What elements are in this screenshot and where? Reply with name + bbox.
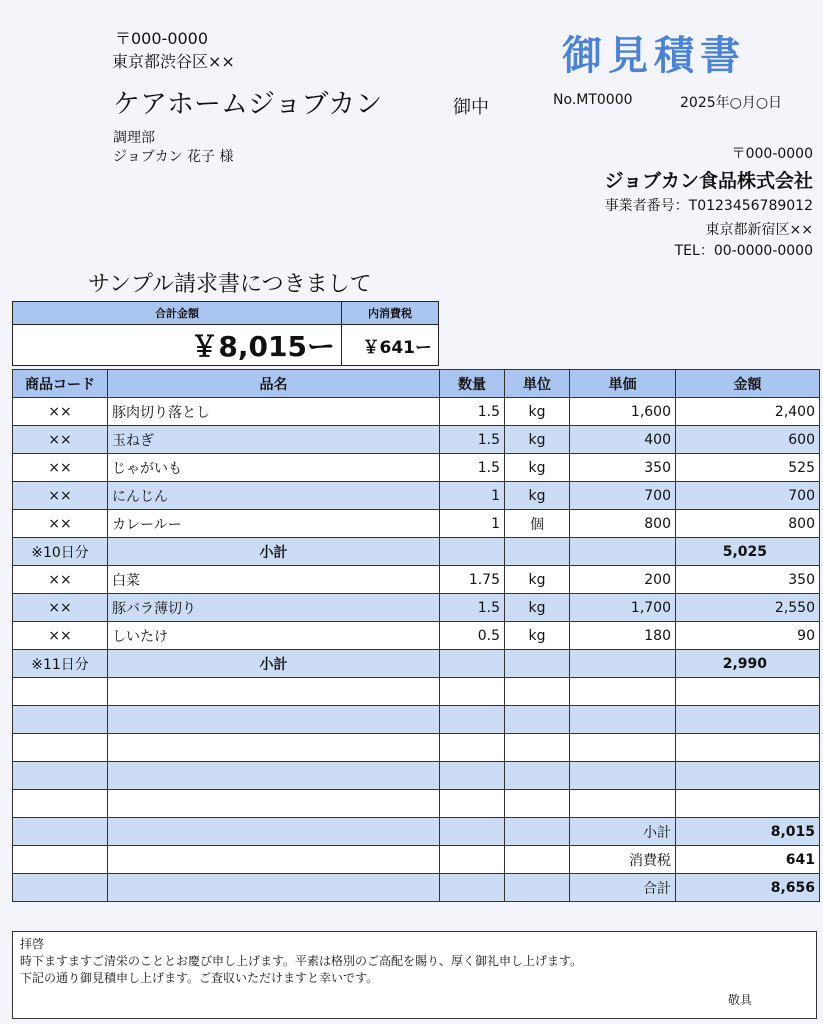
cell-name: 豚肉切り落とし (108, 398, 440, 426)
summary-tax-row (13, 846, 820, 874)
cell-code: ×× (13, 454, 108, 482)
document-date: 2025年○月○日 (680, 95, 783, 111)
table-row (13, 594, 820, 622)
summary-tax-label: 消費税 (570, 846, 676, 874)
table-header-row (13, 370, 820, 398)
header-unit-price: 単価 (570, 370, 676, 398)
cell-price: 350 (570, 454, 676, 482)
empty-row (13, 706, 820, 734)
empty-row (13, 734, 820, 762)
subtotal-amount: 2,990 (676, 650, 820, 678)
included-tax-label: 内消費税 (342, 302, 439, 325)
cell-name: じゃがいも (108, 454, 440, 482)
cell-qty: 1.75 (440, 566, 505, 594)
cell-qty: 1.5 (440, 398, 505, 426)
cell-amount: 90 (676, 622, 820, 650)
items-table (12, 369, 820, 902)
total-amount-box (12, 301, 439, 366)
summary-subtotal-label: 小計 (570, 818, 676, 846)
subtotal-period-label: ※11日分 (13, 650, 108, 678)
table-row (13, 482, 820, 510)
document-subject: サンプル請求書につきまして (88, 272, 372, 297)
header-product-code: 商品コード (13, 370, 108, 398)
summary-total-row (13, 874, 820, 902)
cell-name: にんじん (108, 482, 440, 510)
summary-subtotal-row (13, 818, 820, 846)
table-row (13, 510, 820, 538)
cell-unit: kg (505, 426, 570, 454)
included-tax-value: ￥641ー (342, 325, 439, 366)
document-title: 御見積書 (562, 33, 746, 79)
cell-qty: 1.5 (440, 454, 505, 482)
cell-qty: 1 (440, 510, 505, 538)
cell-unit: kg (505, 566, 570, 594)
cell-code: ×× (13, 482, 108, 510)
cell-name: 白菜 (108, 566, 440, 594)
cell-price: 700 (570, 482, 676, 510)
cell-qty: 1.5 (440, 426, 505, 454)
subtotal-label: 小計 (108, 650, 440, 678)
issuer-phone: TEL：00-0000-0000 (674, 243, 813, 259)
table-row (13, 398, 820, 426)
cell-code: ×× (13, 566, 108, 594)
cell-unit: kg (505, 454, 570, 482)
recipient-person: ジョブカン 花子 様 (113, 149, 234, 165)
cell-price: 400 (570, 426, 676, 454)
recipient-department: 調理部 (113, 130, 155, 146)
cell-qty: 1 (440, 482, 505, 510)
cell-name: 豚バラ薄切り (108, 594, 440, 622)
cell-unit: kg (505, 594, 570, 622)
table-row (13, 566, 820, 594)
cell-code: ×× (13, 426, 108, 454)
header-quantity: 数量 (440, 370, 505, 398)
header-amount: 金額 (676, 370, 820, 398)
summary-total-value: 8,656 (676, 874, 820, 902)
cell-code: ×× (13, 594, 108, 622)
recipient-honorific: 御中 (453, 97, 489, 118)
empty-row (13, 790, 820, 818)
cell-price: 1,600 (570, 398, 676, 426)
issuer-postal-code: 〒000-0000 (731, 146, 813, 162)
cell-qty: 1.5 (440, 594, 505, 622)
greeting-note-box (12, 931, 817, 1019)
cell-unit: kg (505, 398, 570, 426)
summary-total-label: 合計 (570, 874, 676, 902)
cell-price: 200 (570, 566, 676, 594)
table-row (13, 622, 820, 650)
cell-name: カレールー (108, 510, 440, 538)
recipient-name: ケアホームジョブカン (113, 89, 383, 120)
subtotal-label: 小計 (108, 538, 440, 566)
cell-price: 800 (570, 510, 676, 538)
cell-unit: 個 (505, 510, 570, 538)
subtotal-row (13, 538, 820, 566)
cell-price: 1,700 (570, 594, 676, 622)
greeting-opening: 拝啓 (20, 937, 45, 951)
summary-subtotal-value: 8,015 (676, 818, 820, 846)
cell-code: ×× (13, 622, 108, 650)
empty-row (13, 678, 820, 706)
cell-amount: 2,400 (676, 398, 820, 426)
greeting-closing: 敬具 (727, 993, 752, 1007)
recipient-postal-code: 〒000-0000 (115, 29, 209, 48)
cell-price: 180 (570, 622, 676, 650)
document-number: No.MT0000 (553, 92, 633, 108)
greeting-line-2: 下記の通り御見積申し上げます。ご査収いただけますと幸いです。 (20, 971, 379, 985)
subtotal-period-label: ※10日分 (13, 538, 108, 566)
cell-amount: 800 (676, 510, 820, 538)
cell-name: 玉ねぎ (108, 426, 440, 454)
subtotal-amount: 5,025 (676, 538, 820, 566)
table-row (13, 454, 820, 482)
cell-name: しいたけ (108, 622, 440, 650)
cell-code: ×× (13, 510, 108, 538)
cell-code: ×× (13, 398, 108, 426)
issuer-company-name: ジョブカン食品株式会社 (604, 170, 813, 192)
header-unit: 単位 (505, 370, 570, 398)
cell-qty: 0.5 (440, 622, 505, 650)
cell-amount: 350 (676, 566, 820, 594)
greeting-line-1: 時下ますますご清栄のこととお慶び申し上げます。平素は格別のご高配を賜り、厚く御礼申し上げます。 (20, 954, 583, 968)
total-amount-value: ￥8,015ー (13, 325, 342, 366)
table-row (13, 426, 820, 454)
issuer-address: 東京都新宿区×× (705, 222, 813, 238)
cell-unit: kg (505, 622, 570, 650)
cell-amount: 700 (676, 482, 820, 510)
recipient-address: 東京都渋谷区×× (112, 52, 235, 71)
total-amount-label: 合計金額 (13, 302, 342, 325)
cell-unit: kg (505, 482, 570, 510)
summary-tax-value: 641 (676, 846, 820, 874)
subtotal-row (13, 650, 820, 678)
header-item-name: 品名 (108, 370, 440, 398)
cell-amount: 600 (676, 426, 820, 454)
cell-amount: 2,550 (676, 594, 820, 622)
empty-row (13, 762, 820, 790)
issuer-registration-number: 事業者番号：T0123456789012 (604, 198, 813, 214)
cell-amount: 525 (676, 454, 820, 482)
